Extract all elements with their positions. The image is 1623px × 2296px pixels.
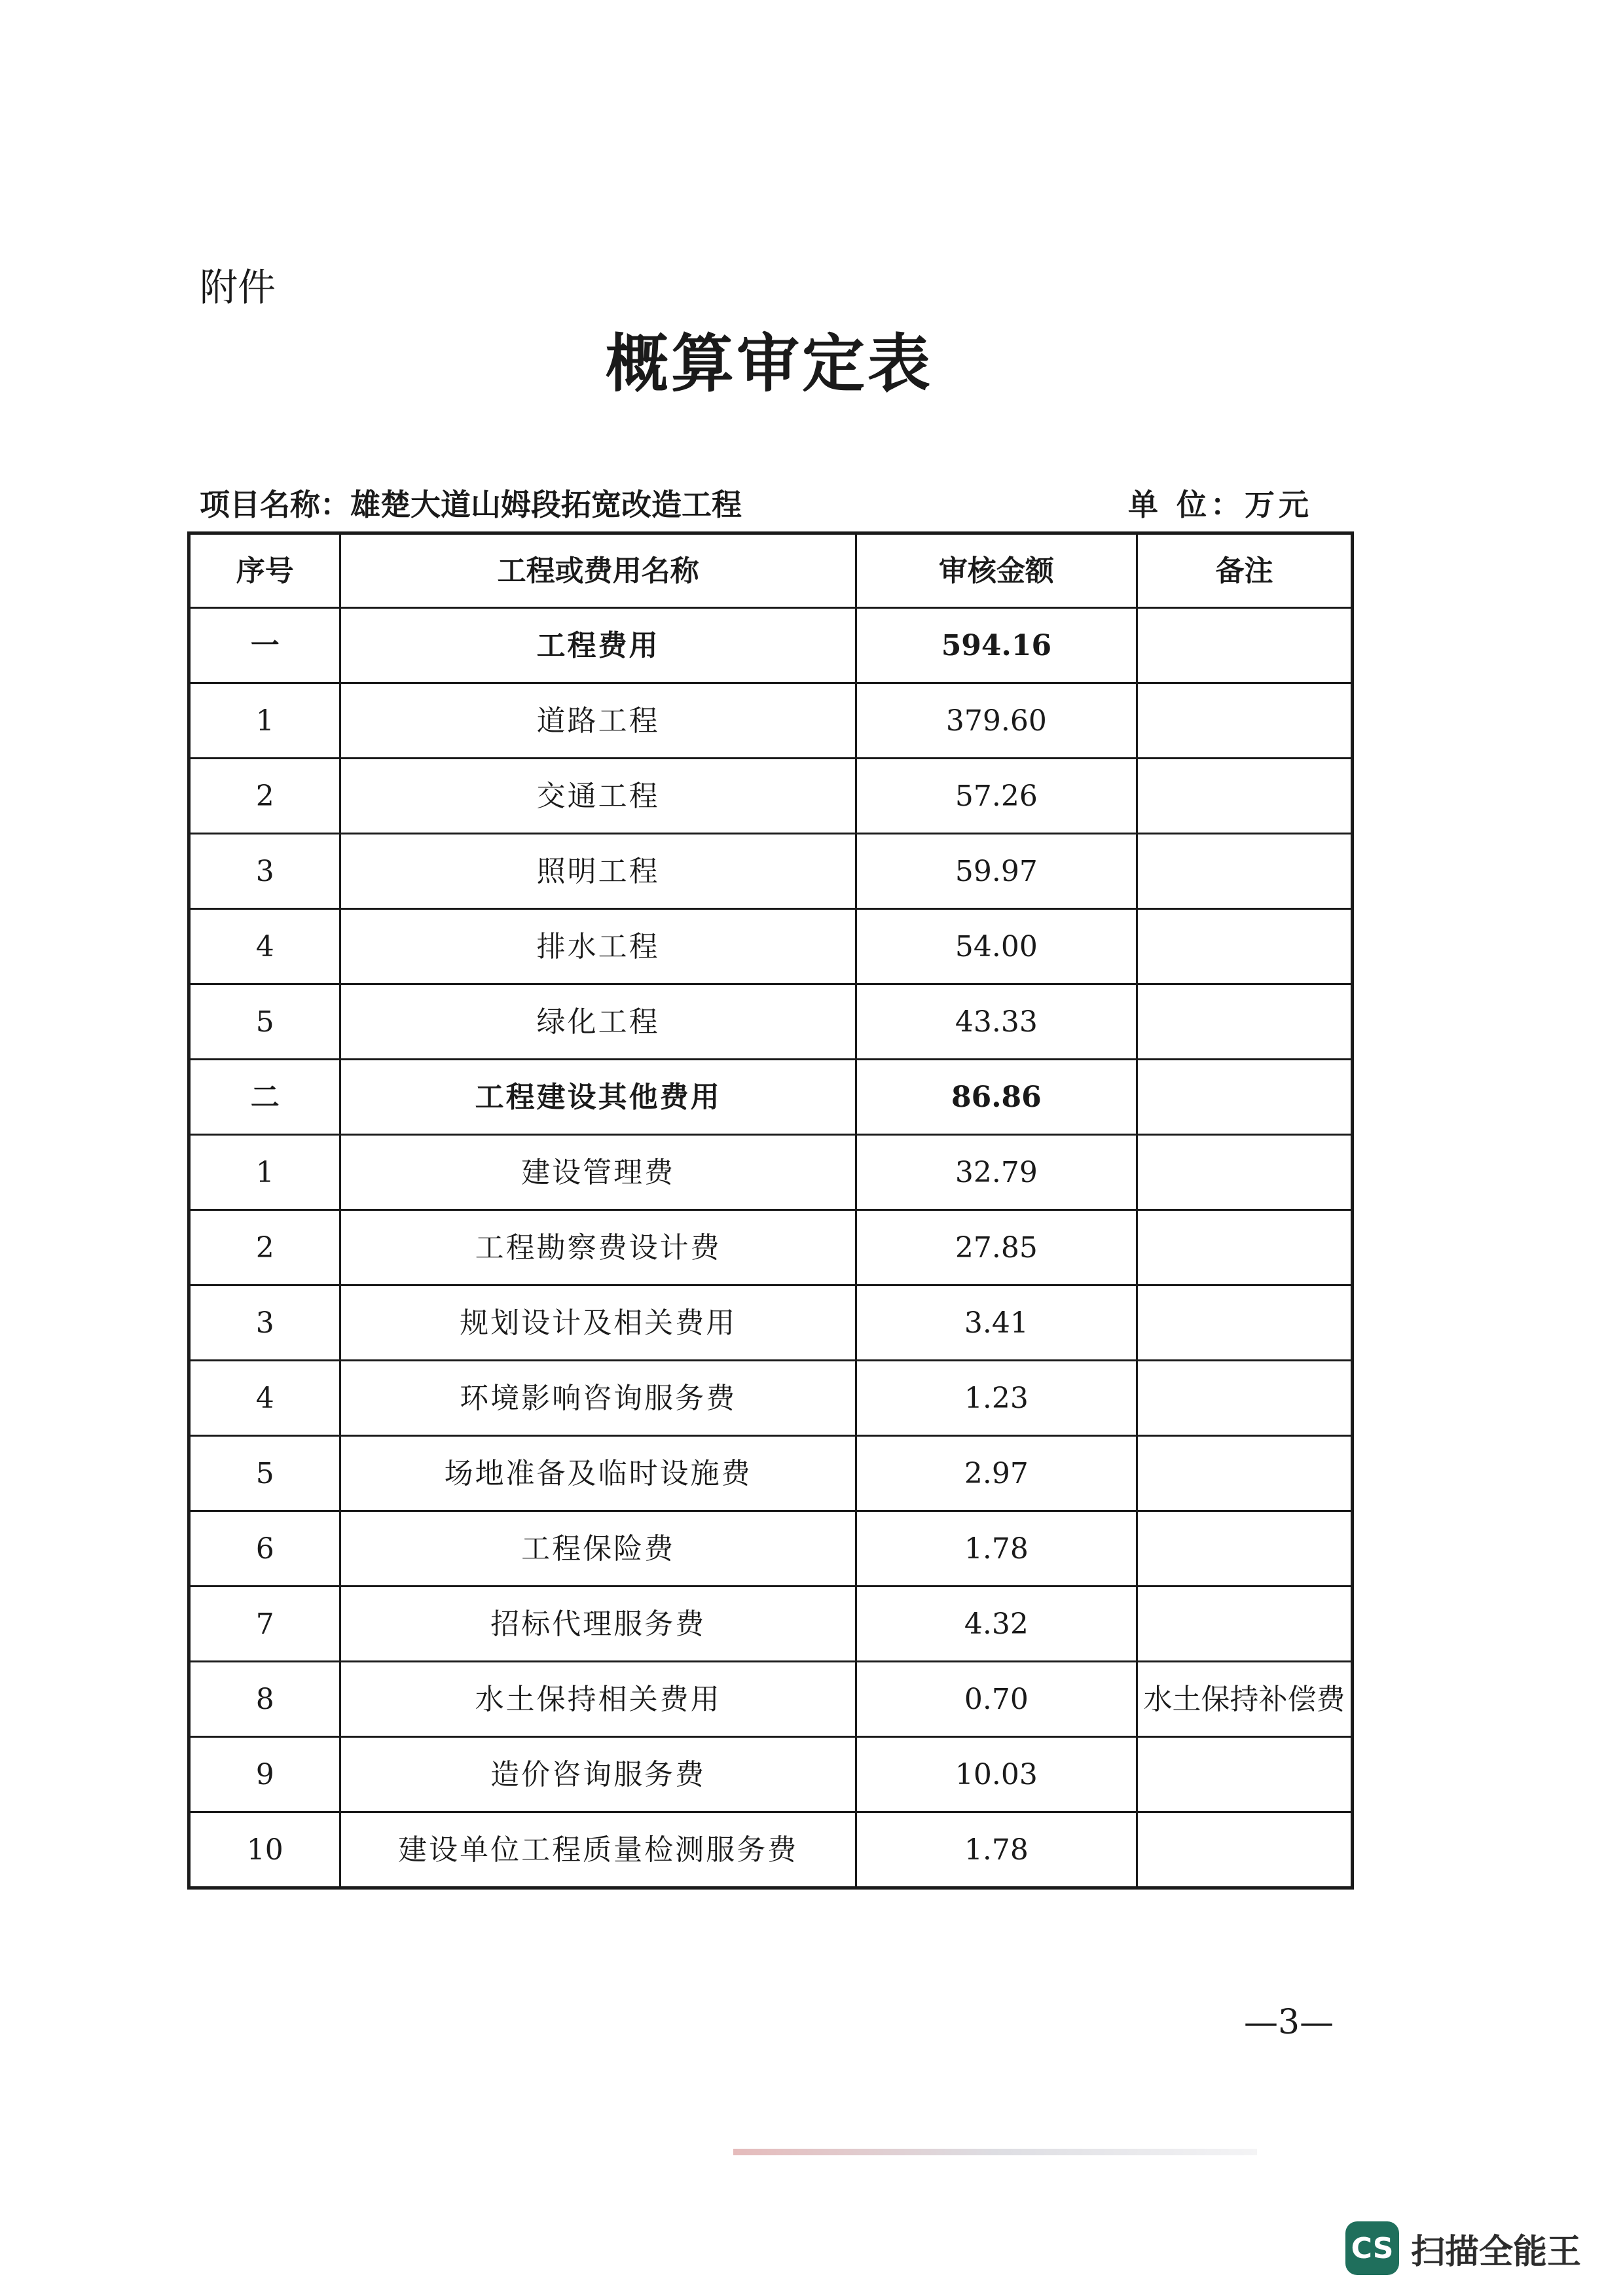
row-number: 10 bbox=[189, 1812, 340, 1888]
row-number: 7 bbox=[189, 1587, 340, 1662]
table-row bbox=[189, 1361, 1353, 1436]
scan-artifact bbox=[733, 2149, 1257, 2155]
column-header-amount: 审核金额 bbox=[856, 533, 1137, 608]
row-item-name: 造价咨询服务费 bbox=[340, 1737, 856, 1812]
row-number: 4 bbox=[189, 1361, 340, 1436]
row-number: 2 bbox=[189, 1210, 340, 1285]
row-note bbox=[1137, 759, 1352, 834]
row-note bbox=[1137, 984, 1352, 1060]
row-note bbox=[1137, 1285, 1352, 1361]
row-note bbox=[1137, 1361, 1352, 1436]
row-item-name: 工程费用 bbox=[340, 608, 856, 683]
table-row bbox=[189, 1511, 1353, 1587]
row-amount: 1.78 bbox=[856, 1511, 1137, 1587]
row-amount: 86.86 bbox=[856, 1060, 1137, 1135]
table-row bbox=[189, 1587, 1353, 1662]
row-item-name: 工程保险费 bbox=[340, 1511, 856, 1587]
row-note bbox=[1137, 1210, 1352, 1285]
attachment-label: 附件 bbox=[200, 265, 276, 310]
table-row bbox=[189, 909, 1353, 984]
row-item-name: 环境影响咨询服务费 bbox=[340, 1361, 856, 1436]
column-header-note: 备注 bbox=[1137, 533, 1352, 608]
row-note bbox=[1137, 1812, 1352, 1888]
unit-label: 单 位：万元 bbox=[1127, 487, 1313, 522]
row-note bbox=[1137, 834, 1352, 909]
row-amount: 0.70 bbox=[856, 1662, 1137, 1737]
row-amount: 27.85 bbox=[856, 1210, 1137, 1285]
row-note bbox=[1137, 1436, 1352, 1511]
row-item-name: 建设单位工程质量检测服务费 bbox=[340, 1812, 856, 1888]
row-number: 一 bbox=[189, 608, 340, 683]
row-amount: 32.79 bbox=[856, 1135, 1137, 1210]
column-header-name: 工程或费用名称 bbox=[340, 533, 856, 608]
project-name: 项目名称：雄楚大道山姆段拓宽改造工程 bbox=[200, 487, 742, 522]
row-note bbox=[1137, 1737, 1352, 1812]
row-note bbox=[1137, 909, 1352, 984]
table-row bbox=[189, 1210, 1353, 1285]
table-row bbox=[189, 1285, 1353, 1361]
approval-table bbox=[187, 531, 1354, 1890]
row-amount: 379.60 bbox=[856, 683, 1137, 759]
row-number: 9 bbox=[189, 1737, 340, 1812]
row-note bbox=[1137, 1511, 1352, 1587]
camscanner-logo-icon: CS bbox=[1345, 2221, 1399, 2275]
table-body bbox=[189, 608, 1353, 1888]
row-number: 5 bbox=[189, 1436, 340, 1511]
row-amount: 4.32 bbox=[856, 1587, 1137, 1662]
row-item-name: 建设管理费 bbox=[340, 1135, 856, 1210]
row-note bbox=[1137, 1587, 1352, 1662]
table-row bbox=[189, 1737, 1353, 1812]
meta-row bbox=[200, 481, 1313, 527]
row-item-name: 规划设计及相关费用 bbox=[340, 1285, 856, 1361]
row-item-name: 道路工程 bbox=[340, 683, 856, 759]
table-row bbox=[189, 1812, 1353, 1888]
row-number: 8 bbox=[189, 1662, 340, 1737]
table-row bbox=[189, 1436, 1353, 1511]
page-number: —3— bbox=[1244, 2003, 1334, 2042]
row-amount: 54.00 bbox=[856, 909, 1137, 984]
row-amount: 594.16 bbox=[856, 608, 1137, 683]
row-amount: 43.33 bbox=[856, 984, 1137, 1060]
page-title: 概算审定表 bbox=[606, 327, 933, 401]
row-number: 3 bbox=[189, 1285, 340, 1361]
table-row bbox=[189, 683, 1353, 759]
row-number: 5 bbox=[189, 984, 340, 1060]
row-item-name: 场地准备及临时设施费 bbox=[340, 1436, 856, 1511]
row-amount: 1.23 bbox=[856, 1361, 1137, 1436]
table-header-row bbox=[189, 533, 1353, 608]
row-amount: 1.78 bbox=[856, 1812, 1137, 1888]
row-note bbox=[1137, 1060, 1352, 1135]
column-header-no: 序号 bbox=[189, 533, 340, 608]
row-amount: 57.26 bbox=[856, 759, 1137, 834]
row-number: 1 bbox=[189, 1135, 340, 1210]
row-amount: 59.97 bbox=[856, 834, 1137, 909]
row-note bbox=[1137, 1135, 1352, 1210]
table-row bbox=[189, 1662, 1353, 1737]
row-item-name: 招标代理服务费 bbox=[340, 1587, 856, 1662]
table-section-row bbox=[189, 608, 1353, 683]
row-number: 二 bbox=[189, 1060, 340, 1135]
table-row bbox=[189, 984, 1353, 1060]
row-amount: 3.41 bbox=[856, 1285, 1137, 1361]
row-amount: 10.03 bbox=[856, 1737, 1137, 1812]
table-row bbox=[189, 834, 1353, 909]
row-item-name: 绿化工程 bbox=[340, 984, 856, 1060]
table-row bbox=[189, 759, 1353, 834]
row-number: 6 bbox=[189, 1511, 340, 1587]
watermark-brand: 扫描全能王 bbox=[1411, 2232, 1582, 2272]
row-item-name: 交通工程 bbox=[340, 759, 856, 834]
scanner-watermark bbox=[1345, 2219, 1581, 2278]
table-row bbox=[189, 1135, 1353, 1210]
table-section-row bbox=[189, 1060, 1353, 1135]
row-note bbox=[1137, 608, 1352, 683]
row-note: 水土保持补偿费 bbox=[1137, 1662, 1352, 1737]
row-amount: 2.97 bbox=[856, 1436, 1137, 1511]
row-note bbox=[1137, 683, 1352, 759]
row-item-name: 照明工程 bbox=[340, 834, 856, 909]
row-item-name: 排水工程 bbox=[340, 909, 856, 984]
row-number: 4 bbox=[189, 909, 340, 984]
row-number: 1 bbox=[189, 683, 340, 759]
row-number: 2 bbox=[189, 759, 340, 834]
row-item-name: 水土保持相关费用 bbox=[340, 1662, 856, 1737]
row-item-name: 工程建设其他费用 bbox=[340, 1060, 856, 1135]
row-number: 3 bbox=[189, 834, 340, 909]
row-item-name: 工程勘察费设计费 bbox=[340, 1210, 856, 1285]
